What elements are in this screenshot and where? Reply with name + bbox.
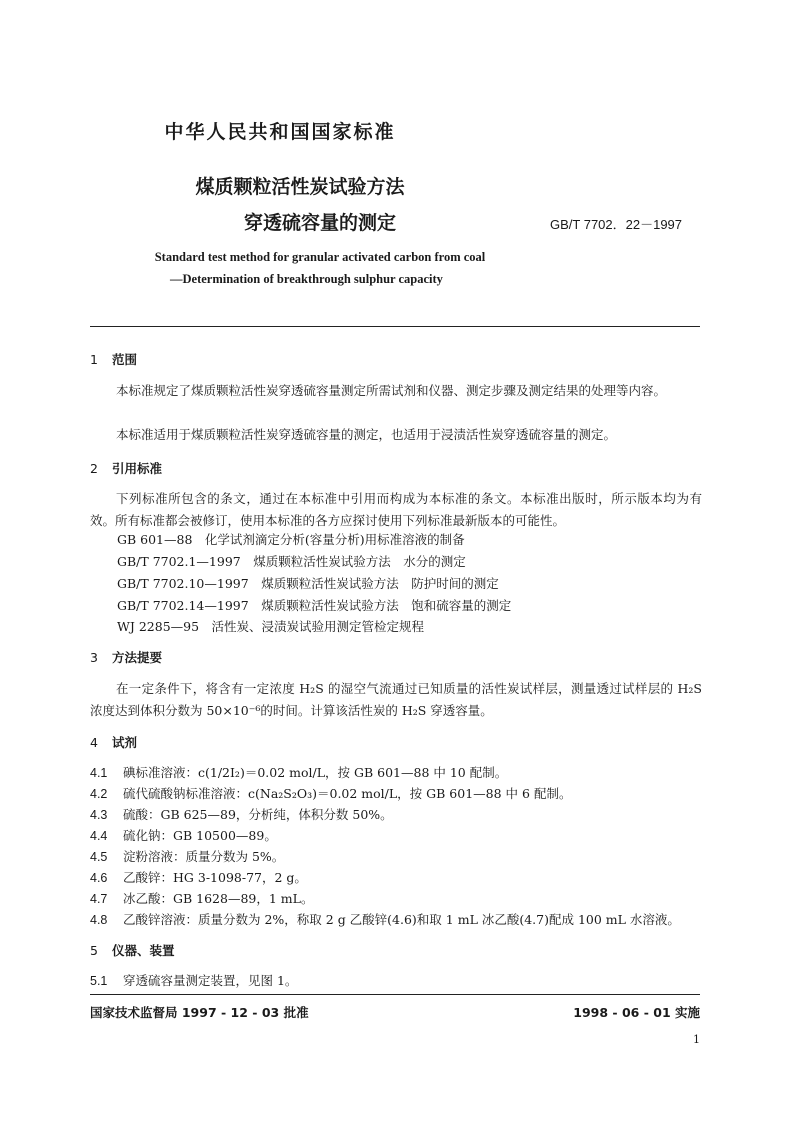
reference-item: GB/T 7702.10—1997 煤质颗粒活性炭试验方法 防护时间的测定 — [117, 576, 499, 591]
item-number: 4.3 — [90, 808, 108, 822]
header-divider — [90, 326, 700, 327]
item-number: 4.2 — [90, 787, 108, 801]
reference-item: WJ 2285—95 活性炭、浸渍炭试验用测定管检定规程 — [117, 619, 425, 634]
item-number: 4.4 — [90, 829, 108, 843]
item-text: 穿透硫容量测定装置，见图 1。 — [123, 973, 298, 988]
section-number: 1 — [90, 352, 98, 367]
reagent-item — [90, 847, 284, 865]
section-2-heading — [90, 459, 162, 477]
reagent-item — [90, 826, 277, 844]
reference-item: GB 601—88 化学试剂滴定分析(容量分析)用标准溶液的制备 — [117, 532, 465, 547]
english-title-line2: —Determination of breakthrough sulphur capacity — [170, 272, 443, 286]
item-number: 4.7 — [90, 892, 108, 906]
section-number: 2 — [90, 461, 98, 476]
standard-code: GB/T 7702．22－1997 — [550, 217, 683, 232]
document-title-line1: 煤质颗粒活性炭试验方法 — [195, 176, 405, 198]
reference-item: GB/T 7702.1—1997 煤质颗粒活性炭试验方法 水分的测定 — [117, 554, 466, 569]
document-title-line2: 穿透硫容量的测定 — [243, 212, 396, 234]
reagent-item — [90, 763, 507, 781]
effective-date: 1998 - 06 - 01 实施 — [573, 1005, 700, 1020]
section-number: 5 — [90, 943, 98, 958]
item-text: 乙酸锌：HG 3-1098-77，2 g。 — [123, 870, 307, 885]
national-standard-heading: 中华人民共和国国家标准 — [164, 121, 396, 143]
section-title: 方法提要 — [112, 650, 163, 665]
reagent-item — [90, 910, 680, 928]
reagent-item — [90, 889, 313, 907]
reagent-item — [90, 805, 393, 823]
section-title: 试剂 — [112, 735, 138, 750]
item-text: 碘标准溶液：c(1/2I₂)＝0.02 mol/L，按 GB 601—88 中 10 配制。 — [123, 765, 508, 780]
item-text: 硫化钠：GB 10500—89。 — [123, 828, 277, 843]
footer-divider — [90, 994, 700, 995]
section-title: 范围 — [112, 352, 138, 367]
section-3-heading — [90, 648, 162, 666]
section-5-heading — [90, 941, 175, 959]
item-number: 4.6 — [90, 871, 108, 885]
item-number: 4.5 — [90, 850, 108, 864]
english-title-line1: Standard test method for granular activated carbon from coal — [154, 250, 486, 264]
section-number: 4 — [90, 735, 98, 750]
item-text: 淀粉溶液：质量分数为 5%。 — [123, 849, 285, 864]
section-1-heading — [90, 350, 137, 368]
reagent-item — [90, 868, 307, 886]
reagent-item — [90, 784, 571, 802]
item-number: 5.1 — [90, 974, 108, 988]
item-text: 硫酸：GB 625—89，分析纯，体积分数 50%。 — [123, 807, 393, 822]
item-text: 乙酸锌溶液：质量分数为 2%，称取 2 g 乙酸锌(4.6)和取 1 mL 冰乙酸(4.7)配成 100 mL 水溶液。 — [123, 912, 680, 927]
section-title: 仪器、装置 — [112, 943, 175, 958]
item-text: 硫代硫酸钠标准溶液：c(Na₂S₂O₃)＝0.02 mol/L，按 GB 601—88 中 6 配制。 — [123, 786, 572, 801]
section-2-paragraph: 下列标准所包含的条文，通过在本标准中引用而构成为本标准的条文。本标准出版时，所示版本均为有效。所有标准都会被修订，使用本标准的各方应探讨使用下列标准最新版本的可能性。 — [90, 491, 702, 528]
item-number: 4.1 — [90, 766, 108, 780]
page-number: 1 — [693, 1033, 700, 1046]
section-title: 引用标准 — [112, 461, 163, 476]
approval-date: 国家技术监督局 1997 - 12 - 03 批准 — [90, 1005, 309, 1020]
section-1-paragraph-1: 本标准规定了煤质颗粒活性炭穿透硫容量测定所需试剂和仪器、测定步骤及测定结果的处理等内容。 — [116, 383, 667, 398]
section-3-paragraph: 在一定条件下，将含有一定浓度 H₂S 的湿空气流通过已知质量的活性炭试样层，测量透过试样层的 H₂S 浓度达到体积分数为 50×10⁻⁶的时间。计算该活性炭的 H₂S 穿透容量。 — [90, 681, 702, 718]
reference-item: GB/T 7702.14—1997 煤质颗粒活性炭试验方法 饱和硫容量的测定 — [117, 598, 512, 613]
apparatus-item — [90, 971, 297, 989]
item-number: 4.8 — [90, 913, 108, 927]
item-text: 冰乙酸：GB 1628—89，1 mL。 — [123, 891, 314, 906]
section-4-heading — [90, 733, 137, 751]
section-1-paragraph-2: 本标准适用于煤质颗粒活性炭穿透硫容量的测定，也适用于浸渍活性炭穿透硫容量的测定。 — [116, 427, 617, 442]
section-number: 3 — [90, 650, 98, 665]
